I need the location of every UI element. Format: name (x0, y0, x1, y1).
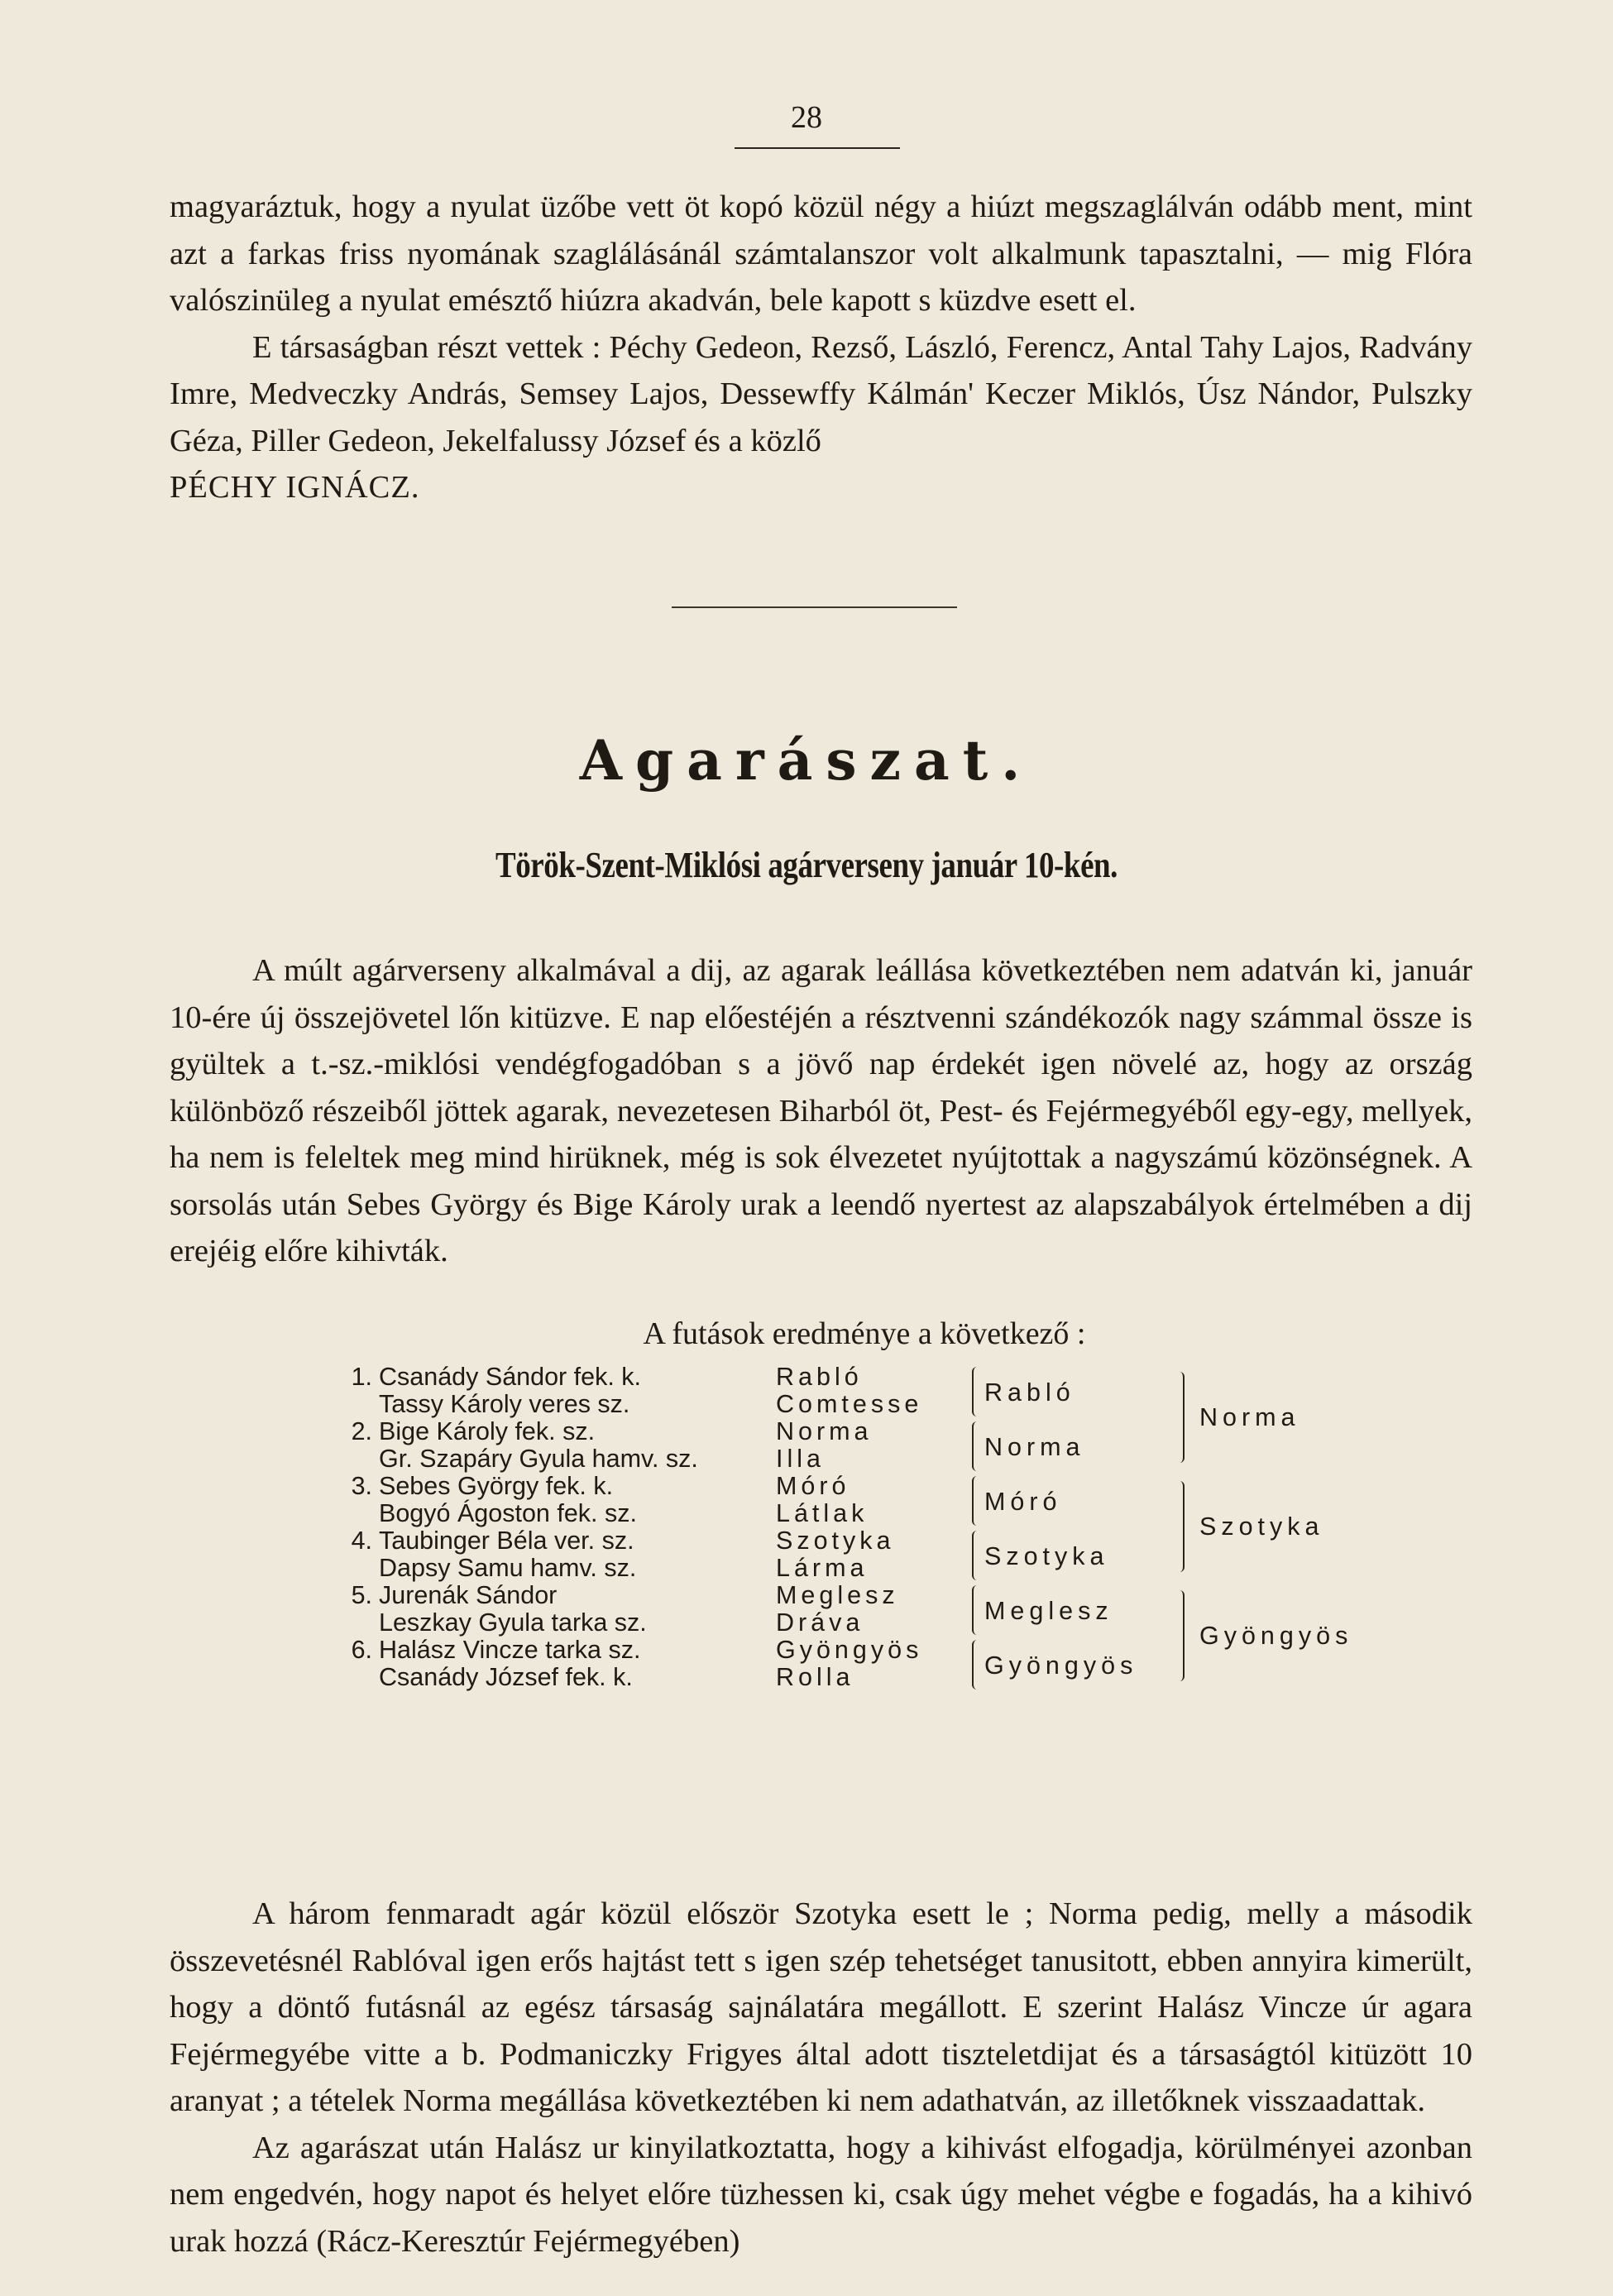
entry-dog: Gyöngyös (776, 1636, 923, 1664)
entry-number: 3. (351, 1472, 372, 1500)
header-rule (735, 147, 900, 149)
entry-owner: Bige Károly fek. sz. (379, 1417, 596, 1445)
bracket (972, 1585, 982, 1635)
entry-owner: Gr. Szapáry Gyula hamv. sz. (379, 1445, 698, 1473)
entry-owner: Leszkay Gyula tarka sz. (379, 1608, 647, 1637)
bracket (972, 1531, 982, 1580)
bracket (1175, 1590, 1185, 1681)
paragraph-challenge: Az agarászat után Halász ur kinyilatkoztatta, hogy a kihivást elfogadja, körülményei azonban nem engedvén, hogy napot és helyet előre tüzhessen ki, csak úgy mehet végbe e fogadás, ha a kihivó urak hozzá (Rácz-Keresztúr Fejérmegyében) (170, 2130, 1472, 2259)
article-subtitle: Török-Szent-Miklósi agárverseny január 10-kén. (495, 845, 1118, 885)
entry-owner: Dapsy Samu hamv. sz. (379, 1554, 637, 1582)
round2-winner: Meglesz (984, 1597, 1113, 1625)
entry-owner: Jurenák Sándor (379, 1581, 558, 1609)
bracket (1175, 1481, 1185, 1572)
bracket (972, 1476, 982, 1526)
bracket (972, 1640, 982, 1690)
entry-dog: Látlak (776, 1499, 869, 1527)
round2-winner: Rabló (984, 1378, 1075, 1407)
entry-owner: Csanády Sándor fek. k. (379, 1363, 642, 1391)
entry-dog: Norma (776, 1417, 873, 1445)
round2-winner: Szotyka (984, 1542, 1109, 1570)
entry-owner: Tassy Károly veres sz. (379, 1390, 630, 1418)
entry-owner: Halász Vincze tarka sz. (379, 1636, 641, 1664)
entry-dog: Rolla (776, 1663, 854, 1691)
results-heading: A futások eredménye a következő : (643, 1316, 1086, 1351)
entry-dog: Dráva (776, 1608, 864, 1637)
paragraph-continued: magyaráztuk, hogy a nyulat üzőbe vett öt kopó közül négy a hiúzt megszaglálván odább ment, mint azt a farkas friss nyomának szaglálásánál számtalanszor volt alkalmunk tapasztalni, — mig Flóra valószinüleg a nyulat emésztő hiúzra akadván, bele kapott s küzdve esett el. (170, 189, 1472, 318)
paragraph-race-intro: A múlt agárverseny alkalmával a dij, az agarak leállása következtében nem adatván ki, január 10-ére új összejövetel lőn kitüzve. E nap előestéjén a résztvenni szándékozók nagy számmal össze is gyültek a t.-sz.-miklósi vendégfogadóban s a jövő nap érdekét igen növelé az, hogy az ország különböző részeiből jöttek agarak, nevezetesen Biharból öt, Pest- és Fejérmegyéből egy-egy, mellyek, ha nem is feleltek meg mind hirüknek, még is sok élvezetet nyújtottak a nagyszámú közönségnek. A sorsolás után Sebes György és Bige Károly urak a leendő nyertest az alapszabályok értelmében a dij erejéig előre kihivták. (170, 953, 1472, 1268)
entry-dog: Szotyka (776, 1527, 895, 1555)
entry-dog: Rabló (776, 1363, 863, 1391)
entry-number: 2. (351, 1417, 372, 1445)
entry-dog: Meglesz (776, 1581, 899, 1609)
entry-number: 4. (351, 1527, 372, 1555)
bracket (972, 1421, 982, 1471)
entry-number: 6. (351, 1636, 372, 1664)
section-title: Agarászat. (579, 728, 1034, 793)
entry-number: 5. (351, 1581, 372, 1609)
author-signature: PÉCHY IGNÁCZ. (170, 470, 420, 505)
entry-dog: Lárma (776, 1554, 869, 1582)
round3-winner: Gyöngyös (1199, 1622, 1353, 1650)
entry-dog: Illa (776, 1445, 825, 1473)
bracket (1175, 1372, 1185, 1463)
entry-owner: Csanády József fek. k. (379, 1663, 633, 1691)
bracket (972, 1367, 982, 1416)
entry-number: 1. (351, 1363, 372, 1391)
bottom-text-block (170, 1891, 1472, 2265)
entry-dog: Comtesse (776, 1390, 923, 1418)
results-table (331, 1364, 1489, 1885)
entry-owner: Sebes György fek. k. (379, 1472, 614, 1500)
page-number: 28 (791, 100, 822, 135)
paragraph-outcome: A három fenmaradt agár közül először Szotyka esett le ; Norma pedig, melly a második összevetésnél Rablóval igen erős hajtást tett s igen szép tehetséget tanusitott, ebben annyira kimerült, hogy a döntő futásnál az egész társaság sajnálatára megállott. E szerint Halász Vincze úr agara Fejérmegyébe vitte a b. Podmaniczky Frigyes által adott tiszteletdijat és a társaságtól kitüzött 10 aranyat ; a tételek Norma megállása következtében ki nem adathatván, az illetőknek visszaadattak. (170, 1896, 1472, 2118)
middle-text-block (170, 947, 1472, 1275)
entry-owner: Bogyó Ágoston fek. sz. (379, 1499, 637, 1527)
entry-owner: Taubinger Béla ver. sz. (379, 1527, 634, 1555)
entry-dog: Móró (776, 1472, 850, 1500)
round2-winner: Móró (984, 1488, 1062, 1516)
paragraph-participants: E társaságban részt vettek : Péchy Gedeon, Rezső, László, Ferencz, Antal Tahy Lajos, Radvány Imre, Medveczky András, Semsey Lajos, Dessewffy Kálmán' Keczer Miklós, Úsz Nándor, Pulszky Géza, Piller Gedeon, Jekelfalussy József és a közlő (170, 329, 1472, 458)
round2-winner: Norma (984, 1433, 1085, 1461)
top-text-block (170, 184, 1472, 511)
round3-winner: Norma (1199, 1403, 1300, 1431)
round3-winner: Szotyka (1199, 1512, 1324, 1541)
section-divider (672, 606, 957, 608)
round2-winner: Gyöngyös (984, 1651, 1138, 1680)
